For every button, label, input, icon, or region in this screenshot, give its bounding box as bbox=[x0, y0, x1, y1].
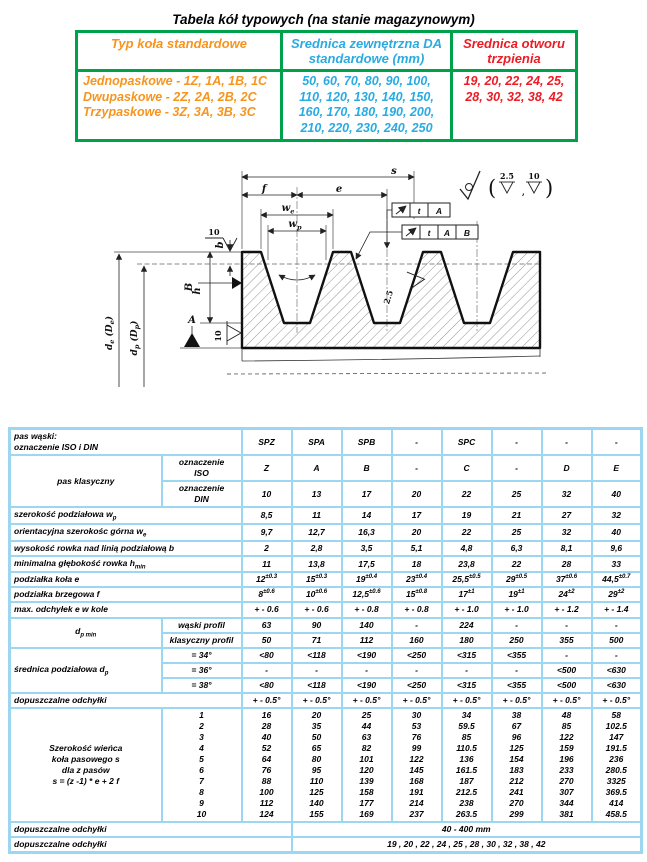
spec-cell: 9,6 bbox=[592, 541, 642, 556]
spec-cell: $44,5^{\pm 0.7}$ bbox=[592, 572, 642, 587]
spec-cell: 11 bbox=[292, 507, 342, 524]
spec-cell: <500 bbox=[542, 678, 592, 693]
spec-cell: 33 bbox=[592, 556, 642, 573]
spec-cell: $37^{\pm 0.6}$ bbox=[542, 572, 592, 587]
spec-cell: 22 bbox=[442, 524, 492, 541]
spec-cell: wąski profil bbox=[162, 618, 242, 633]
stock-header-type-label: Typ koła standardowe bbox=[110, 36, 248, 51]
roughness-value: 2.5 bbox=[381, 288, 396, 306]
tolerance-symbol-t: t bbox=[417, 206, 421, 216]
spec-cell: - bbox=[492, 618, 542, 633]
spec-row bbox=[10, 822, 642, 837]
spec-cell: 5,1 bbox=[392, 541, 442, 556]
spec-cell: + - 0.5° bbox=[542, 693, 592, 708]
dim-label-e: e bbox=[335, 184, 343, 195]
spec-row bbox=[10, 429, 642, 456]
spec-cell: klasyczny profil bbox=[162, 633, 242, 648]
stock-header-od-line1: Srednica zewnętrzna DA bbox=[291, 36, 442, 51]
spec-cell: $15^{\pm 0.3}$ bbox=[292, 572, 342, 587]
spec-cell: 17 bbox=[342, 481, 392, 507]
spec-cell: <250 bbox=[392, 648, 442, 663]
note-comma: , bbox=[522, 187, 525, 197]
spec-cell: podziałka koła e bbox=[10, 572, 242, 587]
spec-cell: orientacyjna szerokośc górna $w_e$ bbox=[10, 524, 242, 541]
spec-cell: 32 bbox=[542, 481, 592, 507]
roughness-value: 10 bbox=[208, 227, 220, 237]
stock-header-bore bbox=[452, 32, 577, 71]
spec-cell: podziałka brzegowa f bbox=[10, 587, 242, 602]
spec-cell: oznaczenie ISO bbox=[162, 455, 242, 481]
spec-row bbox=[10, 541, 642, 556]
stock-bore-line: 28, 30, 32, 38, 42 bbox=[465, 89, 563, 104]
spec-cell: $25,5^{\pm 0.5}$ bbox=[442, 572, 492, 587]
spec-cell: + - 0.5° bbox=[292, 693, 342, 708]
spec-cell: <355 bbox=[492, 678, 542, 693]
spec-cell: 58 102.5 147 191.5 236 280.5 3325 369.5 414 458.5 bbox=[592, 708, 642, 822]
spec-cell: $23^{\pm 0.4}$ bbox=[392, 572, 442, 587]
spec-cell: <80 bbox=[242, 648, 292, 663]
spec-cell: B bbox=[342, 455, 392, 481]
spec-cell: 71 bbox=[292, 633, 342, 648]
datum-a bbox=[184, 315, 200, 347]
spec-cell: - bbox=[592, 429, 642, 456]
spec-cell: 34 59.5 85 110.5 136 161.5 187 212.5 238 263.5 bbox=[442, 708, 492, 822]
spec-row bbox=[10, 648, 642, 663]
spec-cell: + - 0.5° bbox=[242, 693, 292, 708]
spec-cell: + - 1.4 bbox=[592, 602, 642, 617]
spec-cell: - bbox=[342, 663, 392, 678]
diameter-label-de: $d_e$ $(D_e)$ bbox=[105, 315, 116, 351]
tolerance-datum-a: A bbox=[435, 206, 443, 216]
spec-cell: - bbox=[292, 663, 342, 678]
tolerance-symbol-t: t bbox=[427, 228, 431, 238]
spec-cell: pas klasyczny bbox=[10, 455, 162, 507]
tolerance-datum-a: A bbox=[443, 228, 451, 238]
spec-cell: dopuszczalne odchyłki bbox=[10, 693, 242, 708]
spec-cell: 40 bbox=[592, 481, 642, 507]
spec-cell: $19^{\pm 1}$ bbox=[492, 587, 542, 602]
stock-header-outer-diameter bbox=[282, 32, 452, 71]
spec-cell: <315 bbox=[442, 678, 492, 693]
paren-open: ( bbox=[488, 176, 497, 200]
pulley-groove-drawing bbox=[92, 163, 562, 421]
stock-body-row bbox=[77, 71, 577, 141]
spec-cell: $10^{\pm 0.6}$ bbox=[292, 587, 342, 602]
spec-row bbox=[10, 587, 642, 602]
spec-cell: - bbox=[492, 663, 542, 678]
spec-cell: $17^{\pm 1}$ bbox=[442, 587, 492, 602]
spec-cell: C bbox=[442, 455, 492, 481]
spec-cell: 20 bbox=[392, 524, 442, 541]
spec-cell: 22 bbox=[442, 481, 492, 507]
spec-cell: 8,5 bbox=[242, 507, 292, 524]
spec-cell: - bbox=[392, 455, 442, 481]
spec-cell: 16 28 40 52 64 76 88 100 112 124 bbox=[242, 708, 292, 822]
stock-diameter-line: 50, 60, 70, 80, 90, 100, bbox=[302, 74, 431, 88]
tolerance-frame-t-a-b bbox=[356, 225, 478, 259]
spec-row bbox=[10, 693, 642, 708]
spec-cell: SPB bbox=[342, 429, 392, 456]
spec-cell: 25 bbox=[492, 524, 542, 541]
spec-cell: - bbox=[442, 663, 492, 678]
datum-b-label: B bbox=[184, 282, 195, 292]
spec-cell: $12^{\pm 0.3}$ bbox=[242, 572, 292, 587]
tolerance-datum-b: B bbox=[463, 228, 471, 238]
spec-cell: 224 bbox=[442, 618, 492, 633]
spec-cell: dopuszczalne odchyłki bbox=[10, 837, 292, 853]
spec-cell: 8,1 bbox=[542, 541, 592, 556]
stock-type-line: Jednopaskowe - 1Z, 1A, 1B, 1C bbox=[83, 74, 268, 88]
spec-cell: SPA bbox=[292, 429, 342, 456]
spec-cell: 11 bbox=[242, 556, 292, 573]
spec-cell: $29^{\pm 0.5}$ bbox=[492, 572, 542, 587]
stock-bores-cell bbox=[452, 71, 577, 141]
note-roughness-2-5: 2.5 bbox=[500, 171, 514, 181]
spec-cell: SPZ bbox=[242, 429, 292, 456]
spec-cell: 180 bbox=[442, 633, 492, 648]
spec-cell: - bbox=[542, 429, 592, 456]
spec-cell: <500 bbox=[542, 663, 592, 678]
surface-finish-note bbox=[460, 171, 553, 200]
spec-cell: $24^{\pm 2}$ bbox=[542, 587, 592, 602]
spec-cell: 17 bbox=[392, 507, 442, 524]
spec-cell: dopuszczalne odchyłki bbox=[10, 822, 292, 837]
dim-label-we: $w_e$ bbox=[281, 203, 295, 216]
spec-row bbox=[10, 837, 642, 853]
stock-diameter-line: 210, 220, 230, 240, 250 bbox=[300, 120, 433, 135]
spec-cell: 6,3 bbox=[492, 541, 542, 556]
spec-cell: Szerokość wieńca koła pasowego s dla z pasów s = (z -1) * e + 2 f bbox=[10, 708, 162, 822]
spec-cell: max. odchyłek e w kole bbox=[10, 602, 242, 617]
spec-cell: 13 bbox=[292, 481, 342, 507]
spec-cell: $8^{\pm 0.6}$ bbox=[242, 587, 292, 602]
spec-cell: 160 bbox=[392, 633, 442, 648]
spec-row bbox=[10, 556, 642, 573]
spec-cell: - bbox=[542, 618, 592, 633]
spec-row bbox=[10, 455, 642, 481]
spec-cell: + - 0.8 bbox=[392, 602, 442, 617]
spec-cell: <250 bbox=[392, 678, 442, 693]
spec-cell: E bbox=[592, 455, 642, 481]
spec-cell: 19 , 20 , 22 , 24 , 25 , 28 , 30 , 32 , 38 , 42 bbox=[292, 837, 642, 853]
spec-cell: <630 bbox=[592, 663, 642, 678]
spec-row bbox=[10, 708, 642, 822]
stock-diameter-line: 110, 120, 130, 140, 150, bbox=[299, 89, 434, 104]
spec-cell: = 36° bbox=[162, 663, 242, 678]
datum-b-triangle bbox=[232, 277, 242, 289]
spec-cell: - bbox=[542, 648, 592, 663]
spec-cell: + - 1.0 bbox=[442, 602, 492, 617]
spec-cell: 355 bbox=[542, 633, 592, 648]
spec-cell: wysokość rowka nad linią podziałową b bbox=[10, 541, 242, 556]
spec-cell: $15^{\pm 0.8}$ bbox=[392, 587, 442, 602]
spec-cell: 20 35 50 65 80 95 110 125 140 155 bbox=[292, 708, 342, 822]
spec-cell: 112 bbox=[342, 633, 392, 648]
spec-cell: D bbox=[542, 455, 592, 481]
diameter-label-dp: $d_p$ $(D_p)$ bbox=[130, 320, 141, 356]
spec-cell: = 38° bbox=[162, 678, 242, 693]
spec-cell: 9,7 bbox=[242, 524, 292, 541]
stock-bore-line: 19, 20, 22, 24, 25, bbox=[463, 74, 565, 88]
spec-cell: 3,5 bbox=[342, 541, 392, 556]
stock-diameter-line: 160, 170, 180, 190, 200, bbox=[298, 105, 435, 120]
spec-cell: 20 bbox=[392, 481, 442, 507]
spec-cell: <630 bbox=[592, 678, 642, 693]
spec-cell: 63 bbox=[242, 618, 292, 633]
dim-label-s: s bbox=[391, 166, 397, 177]
spec-cell: $12,5^{\pm 0.6}$ bbox=[342, 587, 392, 602]
spec-cell: - bbox=[392, 429, 442, 456]
spec-cell: 25 44 63 82 101 120 139 158 177 169 bbox=[342, 708, 392, 822]
spec-cell: SPC bbox=[442, 429, 492, 456]
spec-cell: + - 0.5° bbox=[342, 693, 392, 708]
spec-cell: $19^{\pm 0.4}$ bbox=[342, 572, 392, 587]
spec-cell: 32 bbox=[542, 524, 592, 541]
spec-cell: 140 bbox=[342, 618, 392, 633]
stock-header-bore-line1: Srednica otworu bbox=[463, 36, 565, 51]
spec-cell: 30 53 76 99 122 145 168 191 214 237 bbox=[392, 708, 442, 822]
spec-cell: A bbox=[292, 455, 342, 481]
spec-cell: - bbox=[392, 663, 442, 678]
spec-cell: + - 0.6 bbox=[242, 602, 292, 617]
spec-cell: 16,3 bbox=[342, 524, 392, 541]
spec-cell: 48 85 122 159 196 233 270 307 344 381 bbox=[542, 708, 592, 822]
dim-label-h: h bbox=[192, 287, 203, 295]
spec-cell: <118 bbox=[292, 678, 342, 693]
spec-cell: + - 0.5° bbox=[392, 693, 442, 708]
spec-cell: = 34° bbox=[162, 648, 242, 663]
spec-row bbox=[10, 507, 642, 524]
datum-b bbox=[184, 277, 242, 295]
spec-cell: <80 bbox=[242, 678, 292, 693]
spec-cell: Z bbox=[242, 455, 292, 481]
spec-cell: + - 0.5° bbox=[442, 693, 492, 708]
note-roughness-10: 10 bbox=[528, 171, 540, 181]
spec-cell: szerokość podziałowa $w_p$ bbox=[10, 507, 242, 524]
spec-cell: - bbox=[242, 663, 292, 678]
spec-cell: minimalna głębokość rowka $h_{min}$ bbox=[10, 556, 242, 573]
spec-cell: oznaczenie DIN bbox=[162, 481, 242, 507]
stock-header-type bbox=[77, 32, 282, 71]
spec-cell: 21 bbox=[492, 507, 542, 524]
spec-cell: pas wąski: oznaczenie ISO i DIN bbox=[10, 429, 242, 456]
stock-type-line: Dwupaskowe - 2Z, 2A, 2B, 2C bbox=[83, 89, 257, 104]
spec-cell: <190 bbox=[342, 648, 392, 663]
spec-cell: 1 2 3 4 5 6 7 8 9 10 bbox=[162, 708, 242, 822]
spec-cell: 12,7 bbox=[292, 524, 342, 541]
hub-outline bbox=[242, 348, 540, 361]
dim-label-f: f bbox=[261, 184, 267, 195]
spec-table bbox=[8, 427, 643, 854]
spec-cell: - bbox=[592, 648, 642, 663]
stock-types-cell bbox=[77, 71, 282, 141]
spec-cell: 23,8 bbox=[442, 556, 492, 573]
spec-cell: + - 0.6 bbox=[292, 602, 342, 617]
spec-cell: 25 bbox=[492, 481, 542, 507]
spec-cell: + - 1.2 bbox=[542, 602, 592, 617]
spec-cell: + - 1.0 bbox=[492, 602, 542, 617]
spec-cell: 90 bbox=[292, 618, 342, 633]
spec-row bbox=[10, 524, 642, 541]
roughness-value: 10 bbox=[213, 330, 223, 342]
spec-cell: 2,8 bbox=[292, 541, 342, 556]
spec-cell: <190 bbox=[342, 678, 392, 693]
spec-row bbox=[10, 602, 642, 617]
datum-a-label: A bbox=[188, 315, 196, 326]
spec-cell: średnica podziałowa $d_p$ bbox=[10, 648, 162, 693]
datum-a-triangle bbox=[184, 333, 200, 347]
page-title: Tabela kół typowych (na stanie magazynowym) bbox=[172, 12, 475, 27]
spec-cell: 18 bbox=[392, 556, 442, 573]
spec-row bbox=[10, 618, 642, 633]
spec-cell: - bbox=[392, 618, 442, 633]
spec-cell: 22 bbox=[492, 556, 542, 573]
dim-label-wp: $w_p$ bbox=[288, 219, 302, 232]
spec-cell: 28 bbox=[542, 556, 592, 573]
spec-cell: <118 bbox=[292, 648, 342, 663]
spec-cell: - bbox=[492, 429, 542, 456]
spec-cell: 38 67 96 125 154 183 212 241 270 299 bbox=[492, 708, 542, 822]
spec-cell: <315 bbox=[442, 648, 492, 663]
spec-cell: 19 bbox=[442, 507, 492, 524]
spec-cell: 14 bbox=[342, 507, 392, 524]
stock-table bbox=[75, 30, 578, 142]
spec-cell: 4,8 bbox=[442, 541, 492, 556]
spec-cell: 17,5 bbox=[342, 556, 392, 573]
stock-header-row bbox=[77, 32, 577, 71]
dim-label-b: b bbox=[215, 241, 226, 249]
spec-row bbox=[10, 572, 642, 587]
spec-cell: + - 0.5° bbox=[592, 693, 642, 708]
spec-cell: 40 - 400 mm bbox=[292, 822, 642, 837]
spec-cell: $d_{p min}$ bbox=[10, 618, 162, 648]
spec-cell: - bbox=[492, 455, 542, 481]
spec-cell: 13,8 bbox=[292, 556, 342, 573]
spec-cell: 10 bbox=[242, 481, 292, 507]
spec-cell: + - 0.8 bbox=[342, 602, 392, 617]
spec-cell: + - 0.5° bbox=[492, 693, 542, 708]
spec-cell: 2 bbox=[242, 541, 292, 556]
spec-cell: 50 bbox=[242, 633, 292, 648]
spec-cell: - bbox=[592, 618, 642, 633]
stock-diameters-cell bbox=[282, 71, 452, 141]
roughness-left-face bbox=[213, 321, 241, 345]
spec-cell: <355 bbox=[492, 648, 542, 663]
stock-header-bore-line2: trzpienia bbox=[487, 51, 541, 66]
spec-cell: 40 bbox=[592, 524, 642, 541]
paren-close: ) bbox=[545, 176, 554, 200]
spec-cell: 32 bbox=[592, 507, 642, 524]
stock-header-od-line2: standardowe (mm) bbox=[308, 51, 425, 66]
spec-cell: 27 bbox=[542, 507, 592, 524]
axis-centerline bbox=[227, 373, 547, 374]
spec-cell: 500 bbox=[592, 633, 642, 648]
stock-type-line: Trzypaskowe - 3Z, 3A, 3B, 3C bbox=[83, 105, 256, 120]
spec-cell: $29^{\pm 2}$ bbox=[592, 587, 642, 602]
spec-cell: 250 bbox=[492, 633, 542, 648]
